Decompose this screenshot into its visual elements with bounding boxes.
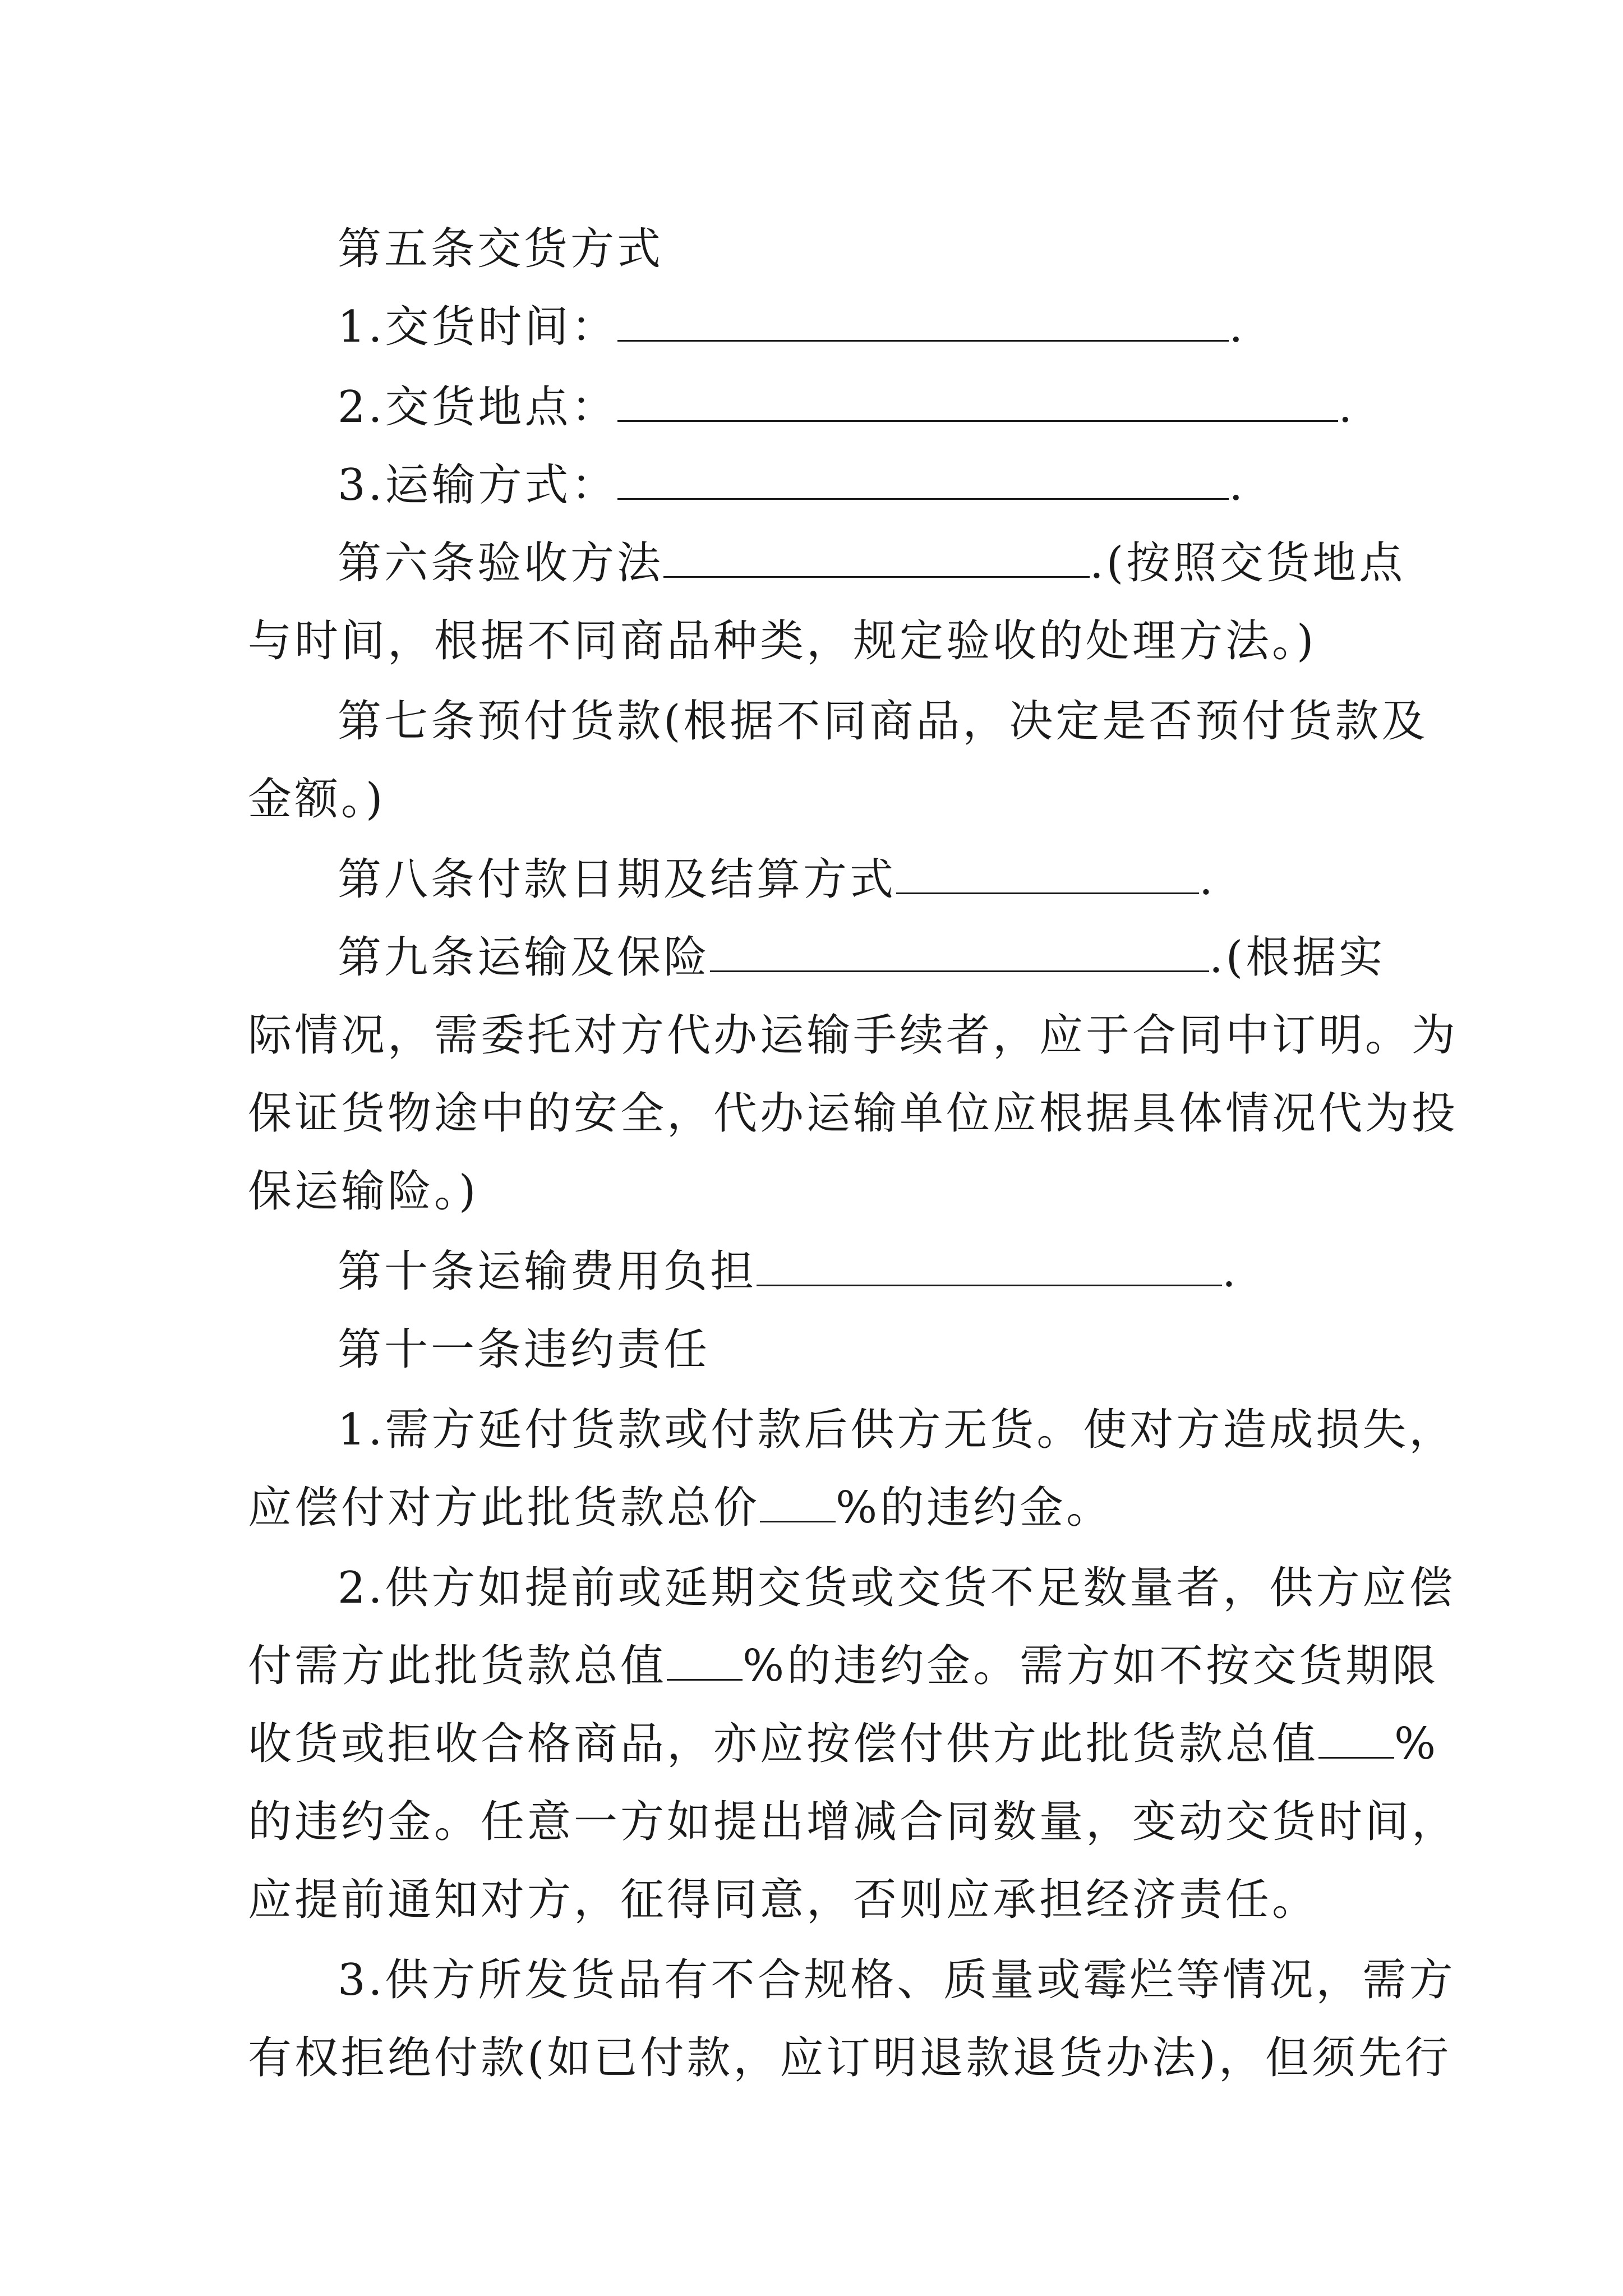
- article11-p3-line1-text: 3.供方所发货品有不合规格、质量或霉烂等情况，需方: [338, 1955, 1456, 2005]
- article6-lead: 第六条验收方法: [338, 538, 664, 588]
- delivery-time-period: .: [1229, 302, 1246, 352]
- article10-line: [248, 1233, 1386, 1311]
- article9-tail: .(根据实: [1209, 932, 1386, 983]
- article11-p3-line2: [248, 2019, 1451, 2097]
- penalty-percent-blank-2[interactable]: [667, 1642, 743, 1681]
- article7-line1: [248, 683, 1428, 761]
- contract-page: [248, 210, 1459, 2097]
- article11-p2-line3-b: %: [1394, 1719, 1439, 1769]
- article11-p2-line3-a: 收货或拒收合格商品，亦应按偿付供方此批货款总值: [248, 1719, 1319, 1769]
- delivery-time-line: [248, 288, 1386, 366]
- article11-p3-line2-text: 有权拒绝付款(如已付款，应订明退款退货办法)，但须先行: [248, 2033, 1451, 2083]
- article11-p2-line4-text: 的违约金。任意一方如提出增减合同数量，变动交货时间，: [248, 1797, 1459, 1847]
- delivery-place-line: [248, 369, 1386, 447]
- article11-heading: [248, 1311, 1386, 1389]
- article11-p2-line1: [248, 1549, 1456, 1627]
- inspection-method-blank[interactable]: [663, 539, 1090, 578]
- transport-mode-label: 3.运输方式：: [338, 460, 618, 510]
- delivery-place-period: .: [1338, 382, 1355, 432]
- article11-p2-line5-text: 应提前通知对方，征得同意，否则应承担经济责任。: [248, 1875, 1319, 1925]
- article6-line2-text: 与时间，根据不同商品种类，规定验收的处理方法。): [248, 616, 1317, 666]
- transport-fee-blank[interactable]: [757, 1248, 1222, 1286]
- penalty-percent-blank-3[interactable]: [1318, 1720, 1394, 1759]
- article9-line2-text: 际情况，需委托对方代办运输手续者，应于合同中订明。为: [248, 1010, 1459, 1061]
- transport-insurance-blank[interactable]: [710, 933, 1209, 972]
- article11-p1-line2-a: 应偿付对方此批货款总价: [248, 1483, 760, 1533]
- article7-line2-text: 金额。): [248, 774, 386, 825]
- article11-heading-text: 第十一条违约责任: [338, 1324, 711, 1375]
- article9-line3: [248, 1075, 1459, 1153]
- article11-p1-line2: [248, 1469, 1386, 1547]
- transport-mode-period: .: [1229, 460, 1246, 510]
- delivery-place-label: 2.交货地点：: [338, 382, 618, 432]
- article10-tail: .: [1222, 1246, 1239, 1297]
- article11-p2-line1-text: 2.供方如提前或延期交货或交货不足数量者，供方应偿: [338, 1563, 1456, 1613]
- article7-line2: [248, 761, 1386, 839]
- article8-lead: 第八条付款日期及结算方式: [338, 854, 897, 905]
- article11-p3-line1: [248, 1941, 1456, 2019]
- article9-line3-text: 保证货物途中的安全，代办运输单位应根据具体情况代为投: [248, 1088, 1459, 1139]
- article11-p2-line4: [248, 1783, 1459, 1861]
- article11-p2-line2: [248, 1627, 1439, 1705]
- article7-line1-text: 第七条预付货款(根据不同商品，决定是否预付货款及: [338, 696, 1428, 747]
- article6-line2: [248, 602, 1386, 680]
- article9-line1: [248, 919, 1386, 997]
- article11-p2-line3: [248, 1705, 1439, 1783]
- article11-p1-line1-text: 1.需方延付货款或付款后供方无货。使对方造成损失，: [338, 1405, 1456, 1455]
- article6-line1: [248, 524, 1406, 602]
- delivery-time-label: 1.交货时间：: [338, 302, 618, 352]
- article9-lead: 第九条运输及保险: [338, 932, 711, 983]
- article9-line4-text: 保运输险。): [248, 1166, 479, 1217]
- article8-line: [248, 841, 1386, 919]
- payment-settlement-blank[interactable]: [896, 855, 1199, 894]
- article6-tail: .(按照交货地点: [1090, 538, 1406, 588]
- article11-p2-line5: [248, 1861, 1386, 1939]
- delivery-place-blank[interactable]: [617, 383, 1338, 422]
- article11-p1-line1: [248, 1391, 1456, 1469]
- article9-line2: [248, 997, 1459, 1075]
- penalty-percent-blank-1[interactable]: [760, 1484, 836, 1522]
- article10-lead: 第十条运输费用负担: [338, 1246, 757, 1297]
- article5-heading-text: 第五条交货方式: [338, 224, 664, 274]
- article11-p2-line2-a: 付需方此批货款总值: [248, 1641, 667, 1691]
- transport-mode-line: [248, 447, 1386, 524]
- article5-heading: [248, 210, 1386, 288]
- article9-line4: [248, 1153, 1386, 1231]
- article11-p1-line2-b: %的违约金。: [836, 1483, 1113, 1533]
- article8-tail: .: [1199, 854, 1216, 905]
- delivery-time-blank[interactable]: [617, 303, 1229, 342]
- transport-mode-blank[interactable]: [617, 461, 1229, 500]
- article11-p2-line2-b: %的违约金。需方如不按交货期限: [743, 1641, 1439, 1691]
